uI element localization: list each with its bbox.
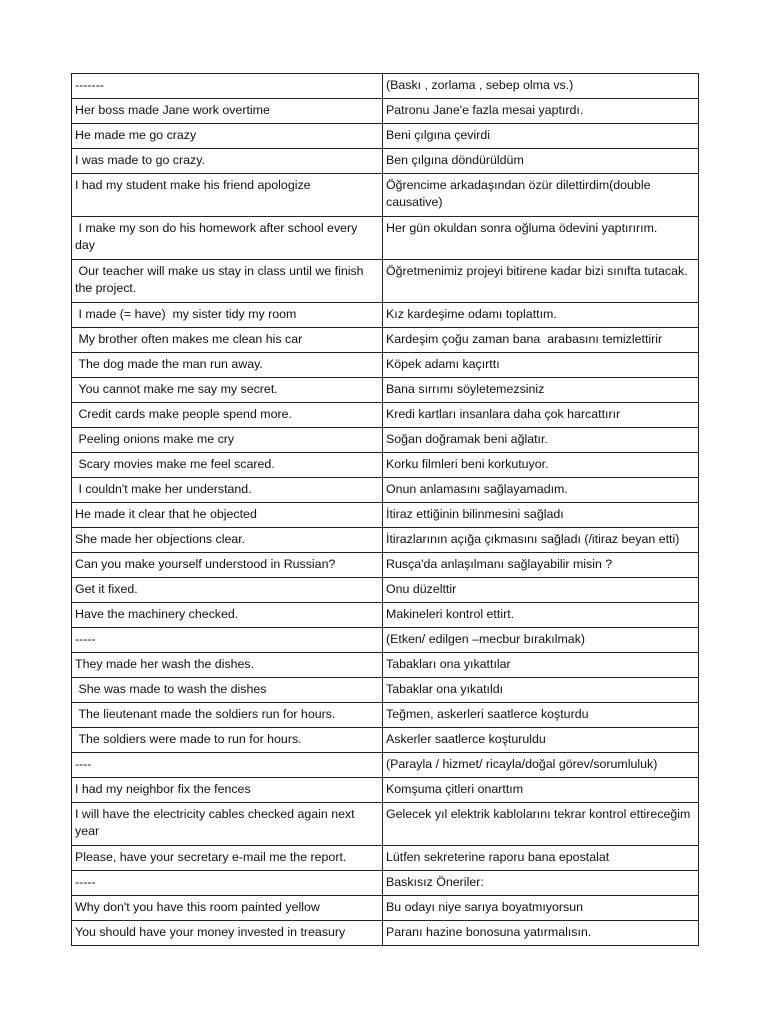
table-row: [72, 896, 699, 921]
english-sentence-cell: Can you make yourself understood in Russian?: [72, 553, 383, 578]
table-row: [72, 378, 699, 403]
turkish-translation-cell: Teğmen, askerleri saatlerce koşturdu: [383, 703, 699, 728]
english-sentence-cell: Get it fixed.: [72, 578, 383, 603]
english-sentence-cell: Have the machinery checked.: [72, 603, 383, 628]
turkish-translation-cell: Onu düzelttir: [383, 578, 699, 603]
english-sentence-cell: Credit cards make people spend more.: [72, 403, 383, 428]
turkish-translation-cell: Kredi kartları insanlara daha çok harcattırır: [383, 403, 699, 428]
english-sentence-cell: Why don't you have this room painted yellow: [72, 896, 383, 921]
table-row: [72, 174, 699, 217]
table-row: [72, 149, 699, 174]
english-sentence-cell: I was made to go crazy.: [72, 149, 383, 174]
english-sentence-cell: He made me go crazy: [72, 124, 383, 149]
turkish-translation-cell: Öğretmenimiz projeyi bitirene kadar bizi sınıfta tutacak.: [383, 260, 699, 303]
table-row: [72, 503, 699, 528]
table-row: [72, 753, 699, 778]
english-sentence-cell: The soldiers were made to run for hours.: [72, 728, 383, 753]
table-row: [72, 74, 699, 99]
turkish-translation-cell: Soğan doğramak beni ağlatır.: [383, 428, 699, 453]
english-sentence-cell: -----: [72, 871, 383, 896]
english-sentence-cell: -----: [72, 628, 383, 653]
english-sentence-cell: I made (= have) my sister tidy my room: [72, 303, 383, 328]
table-row: [72, 921, 699, 946]
table-row: [72, 803, 699, 846]
turkish-translation-cell: Makineleri kontrol ettirt.: [383, 603, 699, 628]
english-sentence-cell: Peeling onions make me cry: [72, 428, 383, 453]
english-sentence-cell: You should have your money invested in treasury: [72, 921, 383, 946]
english-sentence-cell: Scary movies make me feel scared.: [72, 453, 383, 478]
table-row: [72, 217, 699, 260]
turkish-translation-cell: Gelecek yıl elektrik kablolarını tekrar kontrol ettireceğim: [383, 803, 699, 846]
table-row: [72, 678, 699, 703]
table-row: [72, 99, 699, 124]
english-sentence-cell: I will have the electricity cables checked again next year: [72, 803, 383, 846]
turkish-translation-cell: Patronu Jane'e fazla mesai yaptırdı.: [383, 99, 699, 124]
english-sentence-cell: They made her wash the dishes.: [72, 653, 383, 678]
turkish-translation-cell: Ben çılgına döndürüldüm: [383, 149, 699, 174]
english-sentence-cell: You cannot make me say my secret.: [72, 378, 383, 403]
table-row: [72, 260, 699, 303]
turkish-translation-cell: (Baskı , zorlama , sebep olma vs.): [383, 74, 699, 99]
table-row: [72, 303, 699, 328]
turkish-translation-cell: Askerler saatlerce koşturuldu: [383, 728, 699, 753]
turkish-translation-cell: Bu odayı niye sarıya boyatmıyorsun: [383, 896, 699, 921]
turkish-translation-cell: (Etken/ edilgen –mecbur bırakılmak): [383, 628, 699, 653]
table-row: [72, 578, 699, 603]
turkish-translation-cell: Öğrencime arkadaşından özür dilettirdim(double causative): [383, 174, 699, 217]
table-row: [72, 353, 699, 378]
english-sentence-cell: Please, have your secretary e-mail me the report.: [72, 846, 383, 871]
document-page: [71, 73, 698, 946]
table-row: [72, 124, 699, 149]
turkish-translation-cell: Lütfen sekreterine raporu bana epostalat: [383, 846, 699, 871]
turkish-translation-cell: Kardeşim çoğu zaman bana arabasını temizlettirir: [383, 328, 699, 353]
turkish-translation-cell: İtiraz ettiğinin bilinmesini sağladı: [383, 503, 699, 528]
turkish-translation-cell: Tabakları ona yıkattılar: [383, 653, 699, 678]
english-sentence-cell: He made it clear that he objected: [72, 503, 383, 528]
table-row: [72, 703, 699, 728]
table-row: [72, 871, 699, 896]
turkish-translation-cell: Baskısız Öneriler:: [383, 871, 699, 896]
table-body: [72, 74, 699, 946]
turkish-translation-cell: Köpek adamı kaçırttı: [383, 353, 699, 378]
turkish-translation-cell: Her gün okuldan sonra oğluma ödevini yaptırırım.: [383, 217, 699, 260]
table-row: [72, 778, 699, 803]
phrase-table: [71, 73, 699, 946]
turkish-translation-cell: (Parayla / hizmet/ ricayla/doğal görev/sorumluluk): [383, 753, 699, 778]
english-sentence-cell: I had my neighbor fix the fences: [72, 778, 383, 803]
english-sentence-cell: My brother often makes me clean his car: [72, 328, 383, 353]
turkish-translation-cell: Korku filmleri beni korkutuyor.: [383, 453, 699, 478]
table-row: [72, 653, 699, 678]
english-sentence-cell: -------: [72, 74, 383, 99]
english-sentence-cell: She made her objections clear.: [72, 528, 383, 553]
table-row: [72, 603, 699, 628]
table-row: [72, 628, 699, 653]
english-sentence-cell: I had my student make his friend apologize: [72, 174, 383, 217]
english-sentence-cell: Our teacher will make us stay in class until we finish the project.: [72, 260, 383, 303]
table-row: [72, 728, 699, 753]
english-sentence-cell: ----: [72, 753, 383, 778]
english-sentence-cell: I make my son do his homework after school every day: [72, 217, 383, 260]
turkish-translation-cell: Paranı hazine bonosuna yatırmalısın.: [383, 921, 699, 946]
table-row: [72, 403, 699, 428]
table-row: [72, 478, 699, 503]
turkish-translation-cell: Rusça'da anlaşılmanı sağlayabilir misin ?: [383, 553, 699, 578]
english-sentence-cell: Her boss made Jane work overtime: [72, 99, 383, 124]
turkish-translation-cell: İtirazlarının açığa çıkmasını sağladı (/itiraz beyan etti): [383, 528, 699, 553]
english-sentence-cell: The dog made the man run away.: [72, 353, 383, 378]
english-sentence-cell: I couldn't make her understand.: [72, 478, 383, 503]
english-sentence-cell: She was made to wash the dishes: [72, 678, 383, 703]
table-row: [72, 453, 699, 478]
turkish-translation-cell: Tabaklar ona yıkatıldı: [383, 678, 699, 703]
table-row: [72, 553, 699, 578]
turkish-translation-cell: Beni çılgına çevirdi: [383, 124, 699, 149]
table-row: [72, 528, 699, 553]
turkish-translation-cell: Komşuma çitleri onarttım: [383, 778, 699, 803]
turkish-translation-cell: Bana sırrımı söyletemezsiniz: [383, 378, 699, 403]
turkish-translation-cell: Kız kardeşime odamı toplattım.: [383, 303, 699, 328]
table-row: [72, 846, 699, 871]
turkish-translation-cell: Onun anlamasını sağlayamadım.: [383, 478, 699, 503]
table-row: [72, 428, 699, 453]
english-sentence-cell: The lieutenant made the soldiers run for hours.: [72, 703, 383, 728]
table-row: [72, 328, 699, 353]
